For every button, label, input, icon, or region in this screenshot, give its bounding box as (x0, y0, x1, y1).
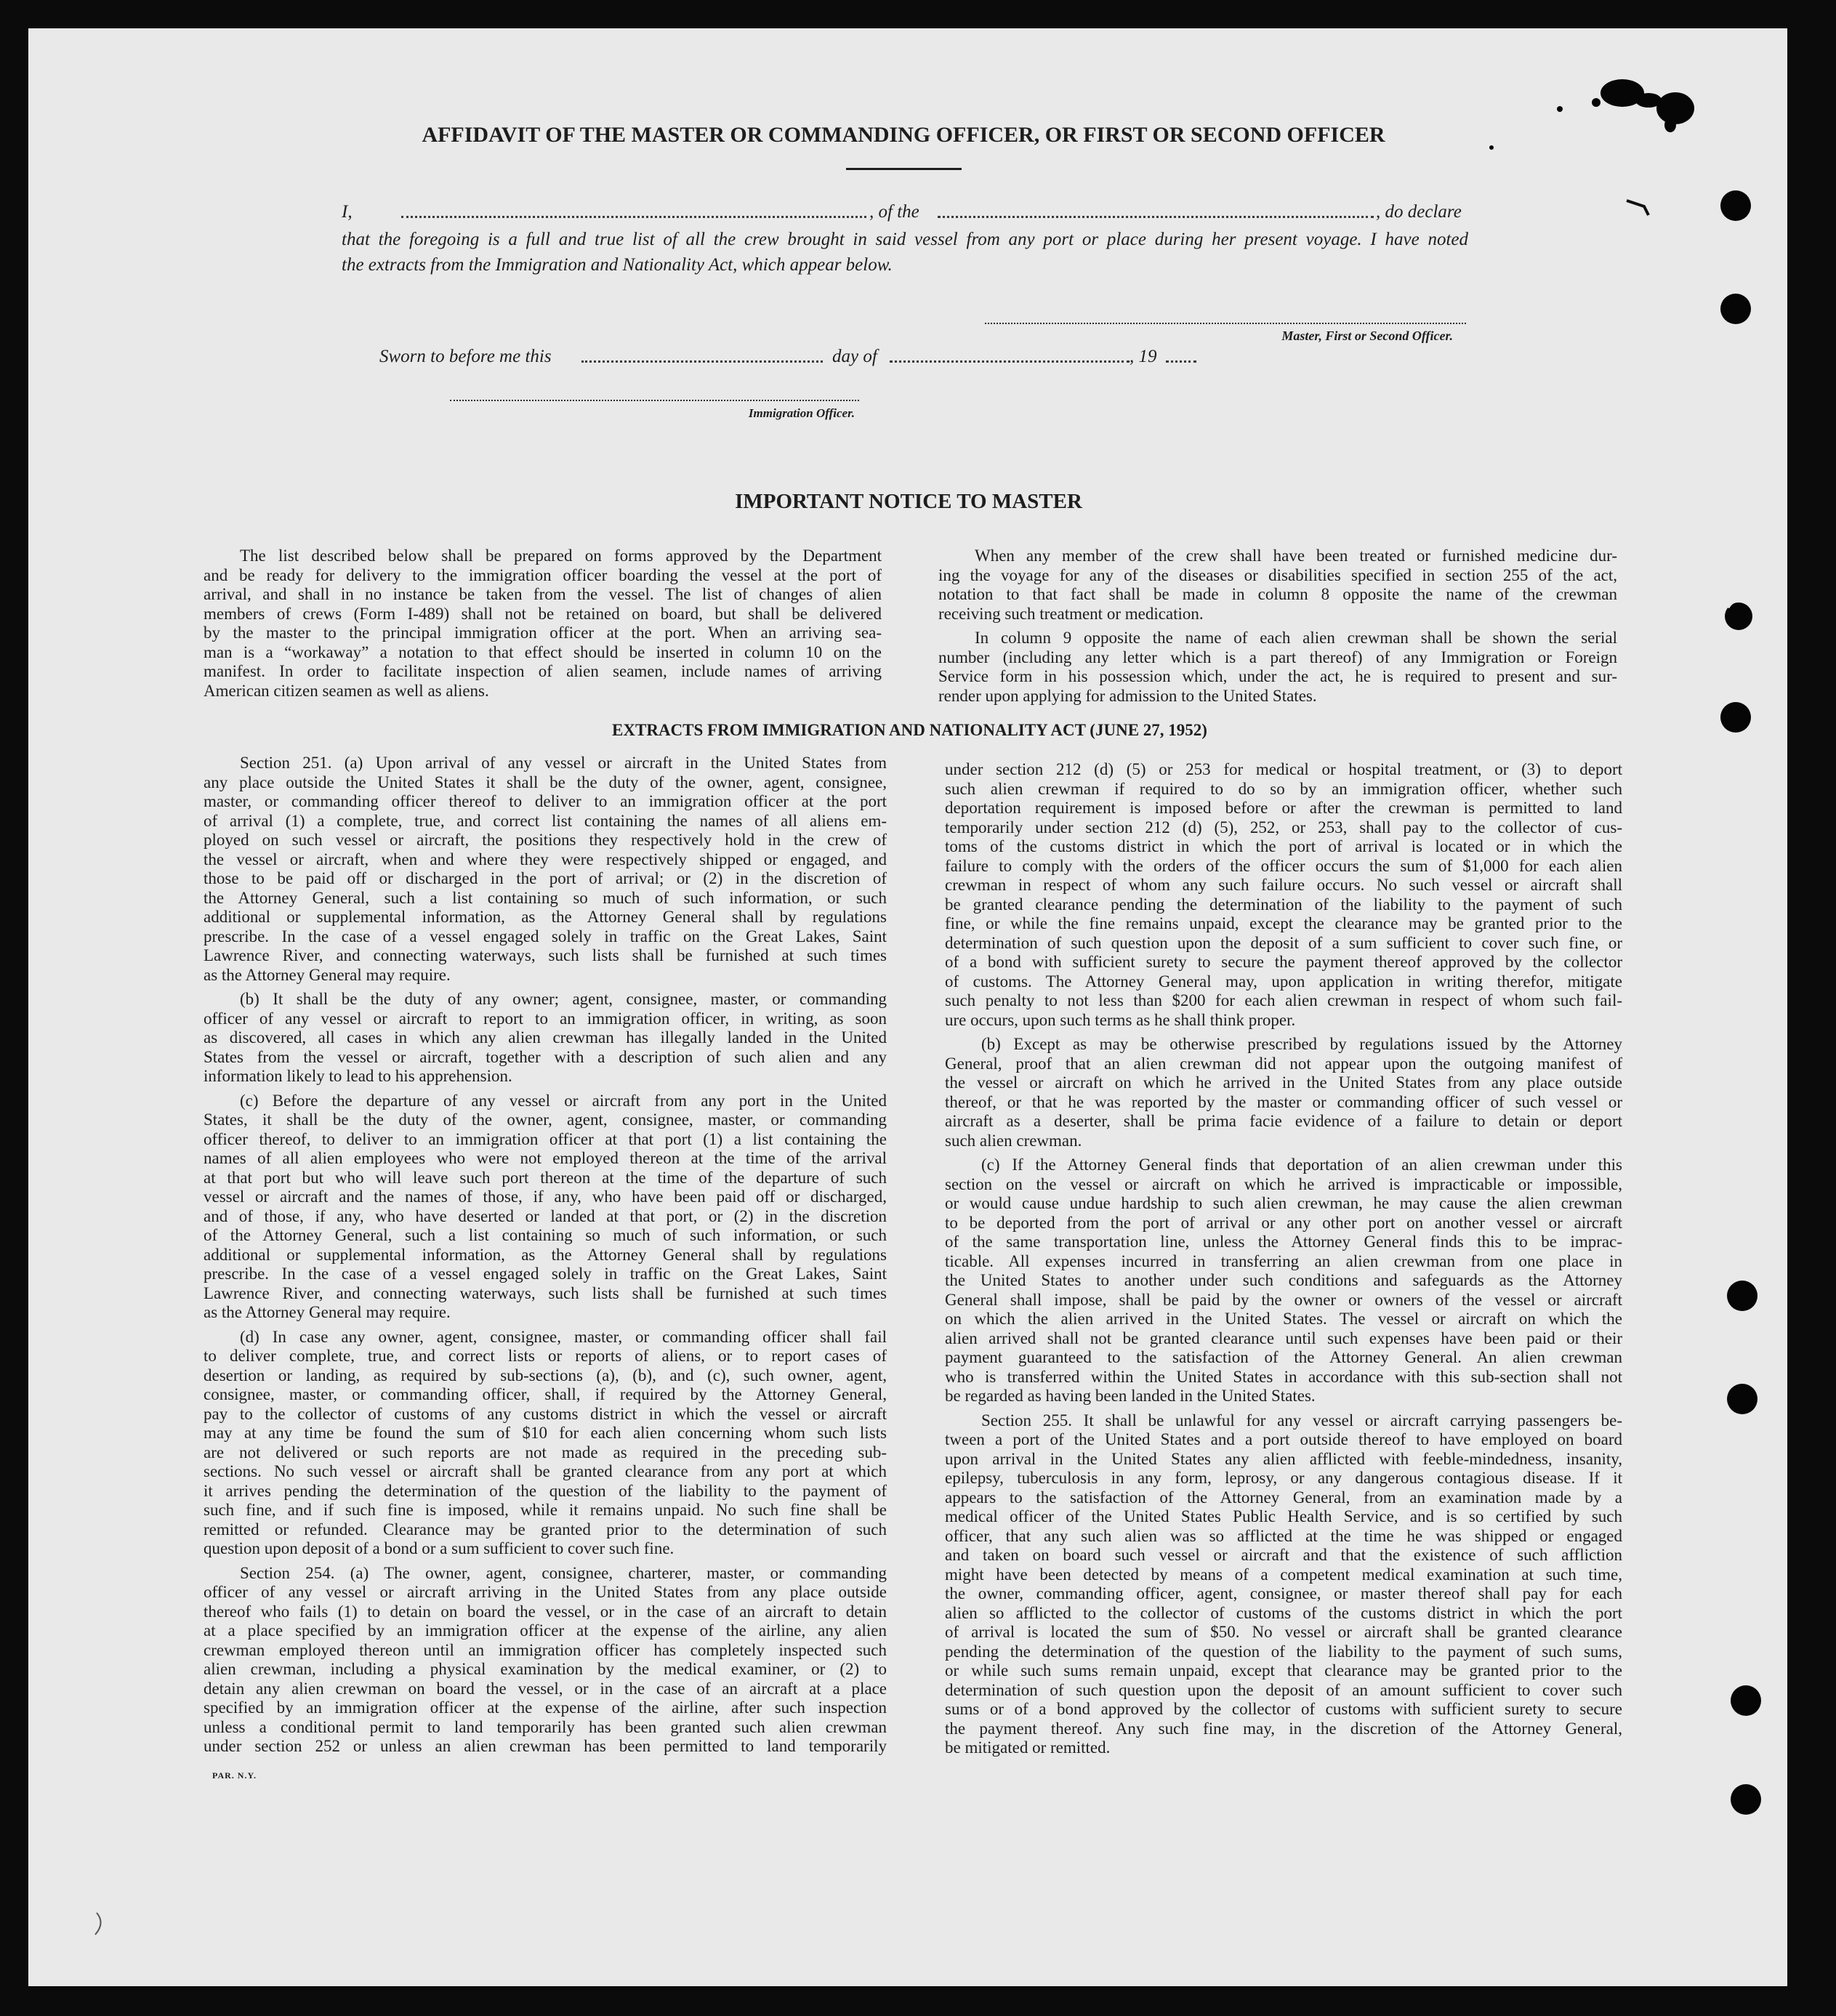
text-line: the vessel or aircraft on which he arrived in the United States from any place outside (945, 1073, 1622, 1092)
punch-hole (1720, 190, 1751, 221)
text-line: question upon deposit of a bond or a sum sufficient to cover such fine. (204, 1539, 675, 1557)
text-line: appears to the satisfaction of the Attorney General, from an examination made by a (945, 1488, 1622, 1507)
text-line: be mitigated or remitted. (945, 1738, 1111, 1757)
text-line: Section 255. It shall be unlawful for any vessel or aircraft carrying passengers be- (981, 1411, 1622, 1430)
text-line: determination of such question upon the deposit of an amount sufficient to cover such (945, 1680, 1622, 1699)
text-line: determination of such question upon the deposit of a sum sufficient to cover such fine, or (945, 933, 1622, 952)
text-line: Section 254. (a) The owner, agent, consignee, charterer, master, or commanding (240, 1563, 887, 1582)
text-line: crewman in respect of whom any such failure occurs. No such vessel or aircraft shall (945, 876, 1622, 894)
text-line: prescribe. In the case of a vessel engaged solely in traffic on the Great Lakes, Saint (204, 1265, 887, 1283)
text-line: remitted or refunded. Clearance may be granted prior to the determination of such (204, 1520, 887, 1539)
do-declare-label: , do declare (1376, 202, 1462, 222)
text-line: aircraft as a deserter, shall be prima facie evidence of a failure to detain or deport (945, 1112, 1622, 1130)
text-line: such penalty to not less than $200 for each alien crewman in respect of whom such fail- (945, 991, 1622, 1009)
text-line: who is transferred within the United States in accordance with this sub-section shall not (945, 1367, 1622, 1386)
ink-speck (1557, 106, 1563, 112)
text-line: be granted clearance pending the determination of the liability to the payment of such (945, 895, 1622, 914)
punch-hole (1720, 702, 1751, 733)
text-line: Service form in his possession which, under the act, he is required to present and sur- (938, 667, 1617, 685)
text-line: pay to the collector of customs of any customs district in which the vessel or aircraft (204, 1404, 887, 1423)
text-line: (d) In case any owner, agent, consignee, master, or commanding officer shall fail (240, 1327, 887, 1346)
text-line: section on the vessel or aircraft on which he arrived is impracticable or impossible, (945, 1174, 1622, 1193)
text-line: master, or commanding officer thereof to deliver to an immigration officer at the port (204, 792, 887, 810)
text-line: epilepsy, tuberculosis in any form, leprosy, or any dangerous contagious disease. If it (945, 1469, 1622, 1487)
text-line: specified by an immigration officer at the expense of the airline, after such inspection (204, 1698, 887, 1717)
text-line: to deliver complete, true, and correct lists or reports of aliens, or to report cases of (204, 1347, 887, 1365)
text-line: deportation requirement is imposed before or after the crewman is permitted to land (945, 799, 1622, 817)
text-line: officer of any vessel or aircraft arriving in the United States from any place outside (204, 1583, 887, 1601)
text-line: alien arrived shall not be granted clearance until such expenses have been paid or their (945, 1328, 1622, 1347)
text-line: of arrival is located the sum of $50. No vessel or aircraft shall be granted clearance (945, 1623, 1622, 1641)
text-line: prescribe. In the case of a vessel engaged solely in traffic on the Great Lakes, Saint (204, 927, 887, 945)
text-line: Lawrence River, and connecting waterways, such lists shall be furnished at such times (204, 1283, 887, 1302)
text-line: by the master to the principal immigration officer at the port. When an arriving sea- (204, 624, 882, 642)
text-line: sections. No such vessel or aircraft shall be granted clearance from any port at which (204, 1462, 887, 1480)
text-line: manifest. In order to facilitate inspection of alien seamen, include names of arriving (204, 662, 882, 680)
text-line: alien crewman, including a physical examination by the medical examiner, or (2) to (204, 1660, 887, 1678)
text-line: the Attorney General, such a list containing so much of such information, or such (204, 888, 887, 907)
text-line: In column 9 opposite the name of each alien crewman shall be shown the serial (975, 629, 1617, 647)
text-line: General shall impose, shall be paid by the owner or owners of the vessel or aircraft (945, 1290, 1622, 1309)
declarant-label: I, (342, 202, 353, 222)
extracts-heading: EXTRACTS FROM IMMIGRATION AND NATIONALITY ACT (JUNE 27, 1952) (612, 721, 1207, 739)
text-line: man is a “workaway” a notation to that effect should be inserted in column 10 on the (204, 642, 882, 661)
punch-hole (1720, 294, 1751, 324)
text-line: notation to that fact shall be made in column 8 opposite the name of the crewman (938, 585, 1617, 603)
ink-blot (1664, 118, 1676, 132)
punch-hole (1727, 1384, 1758, 1414)
text-line: ployed on such vessel or aircraft, the positions they respectively hold in the crew of (204, 831, 887, 849)
text-line: desertion or landing, as required by sub-sections (a), (b), and (c), such owner, agent, (204, 1366, 887, 1384)
text-line: or while such sums remain unpaid, except that clearance may be granted prior to the (945, 1661, 1622, 1680)
text-line: those to be paid off or discharged in the port of arrival; or (2) in the discretion of (204, 869, 887, 887)
text-line: officer, that any such alien was so afflicted at the time he was shipped or engaged (945, 1526, 1622, 1545)
text-line: under section 212 (d) (5) or 253 for medical or hospital treatment, or (3) to deport (945, 760, 1622, 778)
text-line: General, proof that an alien crewman did not appear upon the outgoing manifest of (945, 1054, 1622, 1073)
text-line: of the Attorney General, such a list containing so much of such information, or such (204, 1226, 887, 1244)
text-line: as discovered, all cases in which any alien crewman has illegally landed in the United (204, 1028, 887, 1047)
text-line: vessel or aircraft and the names of those, if any, who have been paid off or discharged, (204, 1188, 887, 1206)
text-line: toms of the customs district in which the port of arrival is located or in which the (945, 837, 1622, 855)
text-line: of arrival (1) a complete, true, and correct list containing the names of all aliens em- (204, 811, 887, 830)
text-line: additional or supplemental information, as the Attorney General shall by regulations (204, 908, 887, 926)
text-line: names of all alien employees who were not employed thereon at the time of the arrival (204, 1149, 887, 1167)
text-line: sums or of a bond approved by the collector of customs with sufficient surety to secure (945, 1700, 1622, 1718)
text-line: be regarded as having been landed in the United States. (945, 1387, 1316, 1405)
text-line: temporarily under section 212 (d) (5), 252, or 253, shall pay to the collector of cus- (945, 818, 1622, 836)
text-line: members of crews (Form I-489) shall not be retained on board, but shall be delivered (204, 604, 882, 623)
text-line: failure to comply with the orders of the officer occurs the sum of $1,000 for each alien (945, 856, 1622, 875)
text-line: might have been detected by means of a competent medical examination at such time, (945, 1565, 1622, 1584)
year-label: , 19 (1130, 347, 1157, 366)
text-line: of a bond with sufficient surety to secure the payment thereof approved by the collector (945, 953, 1622, 971)
text-line: ure occurs, upon such terms as he shall think proper. (945, 1010, 1296, 1029)
text-line: crewman employed thereon until an immigration officer has completely inspected such (204, 1640, 887, 1659)
text-line: render upon applying for admission to the United States. (938, 686, 1317, 705)
text-line: (c) Before the departure of any vessel or aircraft from any port in the United (240, 1091, 887, 1110)
text-line: such fine, and if such fine is imposed, while it remains unpaid. No such fine shall be (204, 1501, 887, 1519)
text-line: American citizen seamen as well as aliens. (204, 681, 489, 700)
text-line: consignee, master, or commanding officer, shall, if required by the Attorney General, (204, 1385, 887, 1403)
printer-mark: PAR. N.Y. (212, 1770, 257, 1781)
text-line: additional or supplemental information, as the Attorney General shall by regulations (204, 1245, 887, 1264)
text-line: at a place specified by an immigration officer at the expense of the airline, any alien (204, 1621, 887, 1640)
text-line: officer of any vessel or aircraft to report to an immigration officer, in writing, as soon (204, 1009, 887, 1028)
text-line: the United States to another under such conditions and safeguards as the Attorney (945, 1271, 1622, 1289)
text-line: ing the voyage for any of the diseases or disabilities specified in section 255 of the act, (938, 565, 1617, 584)
text-line: of the same transportation line, unless the Attorney General finds this to be imprac- (945, 1233, 1622, 1251)
text-line: payment guaranteed to the satisfaction of the Attorney General. An alien crewman (945, 1348, 1622, 1366)
text-line: as the Attorney General may require. (204, 965, 451, 984)
text-line: the payment thereof. Any such fine may, in the discretion of the Attorney General, (945, 1719, 1622, 1738)
ink-blot (1656, 92, 1694, 124)
text-line: (c) If the Attorney General finds that deportation of an alien crewman under this (981, 1156, 1622, 1174)
text-line: information likely to lead to his apprehension. (204, 1067, 512, 1085)
text-line: as the Attorney General may require. (204, 1303, 451, 1321)
punch-hole (1727, 1281, 1758, 1311)
master-signature-caption: Master, First or Second Officer. (1281, 328, 1453, 343)
text-line: of customs. The Attorney General may, upon application in writing therefor, mitigate (945, 972, 1622, 991)
text-line: the vessel or aircraft, when and where they were respectively shipped or engaged, and (204, 850, 887, 868)
punch-hole (1731, 1685, 1761, 1716)
text-line: (b) Except as may be otherwise prescribed by regulations issued by the Attorney (981, 1035, 1622, 1053)
text-line: medical officer of the United States Public Health Service, and is so certified by such (945, 1507, 1622, 1525)
affidavit-title: AFFIDAVIT OF THE MASTER OR COMMANDING OFFICER, OR FIRST OR SECOND OFFICER (422, 123, 1385, 147)
affidavit-statement-line: the extracts from the Immigration and Nationality Act, which appear below. (342, 255, 893, 275)
text-line: the owner, commanding officer, agent, consignee, or master thereof shall pay for each (945, 1584, 1622, 1602)
text-line: and be ready for delivery to the immigration officer boarding the vessel at the port of (204, 565, 882, 584)
text-line: ticable. All expenses incurred in transferring an alien crewman from one place in (945, 1251, 1622, 1270)
text-line: thereof, or that he was reported by the master or commanding officer of such vessel or (945, 1092, 1622, 1111)
text-line: such alien crewman if required to do so by an immigration officer, whether such (945, 779, 1622, 798)
of-the-label: , of the (869, 202, 919, 222)
text-line: under section 252 or unless an alien crewman has been permitted to land temporarily (204, 1737, 887, 1755)
text-line: upon arrival in the United States any alien afflicted with feeble-mindedness, insanity, (945, 1449, 1622, 1468)
text-line: and taken on board such vessel or aircraft and that the existence of such affliction (945, 1546, 1622, 1564)
text-line: detain any alien crewman on board the vessel, or in the case of an aircraft at a place (204, 1679, 887, 1698)
text-line: fine, or while the fine remains unpaid, except the clearance may be granted prior to the (945, 914, 1622, 932)
text-line: unless a conditional permit to land temporarily has been granted such alien crewman (204, 1717, 887, 1736)
text-line: tween a port of the United States and a port outside thereof to have employed on board (945, 1430, 1622, 1448)
pen-mark (1627, 201, 1648, 215)
sworn-label: Sworn to before me this (379, 347, 552, 366)
punch-hole (1731, 1784, 1761, 1815)
text-line: The list described below shall be prepared on forms approved by the Department (240, 547, 882, 565)
text-line: may at any time be found the sum of $10 for each alien concerning whom such lists (204, 1424, 887, 1442)
text-line: thereof who fails (1) to detain on board the vessel, or in the case of an aircraft to detain (204, 1602, 887, 1621)
text-line: Section 251. (a) Upon arrival of any vessel or aircraft in the United States from (240, 754, 887, 772)
text-line: Lawrence River, and connecting waterways, such lists shall be furnished at such times (204, 946, 887, 964)
text-line: (b) It shall be the duty of any owner; agent, consignee, master, or commanding (240, 990, 887, 1008)
affidavit-statement-line: that the foregoing is a full and true list of all the crew brought in said vessel from any port or place during her present voyage. I have noted (342, 230, 1468, 249)
text-line: at that port but who will leave such port thereon at the time of the departure of such (204, 1168, 887, 1187)
text-line: and of those, if any, who have deserted or landed at that port, or (2) in the discretion (204, 1206, 887, 1225)
text-line: receiving such treatment or medication. (938, 604, 1204, 623)
text-line: States from the vessel or aircraft, together with a description of such alien and any (204, 1047, 887, 1066)
notice-heading: IMPORTANT NOTICE TO MASTER (735, 490, 1082, 513)
text-line: States, it shall be the duty of the owner, agent, consignee, master, or commanding (204, 1110, 887, 1129)
text-line: on which the alien arrived in the United States. The vessel or aircraft on which the (945, 1310, 1622, 1328)
text-line: number (including any letter which is a part thereof) of any Immigration or Foreign (938, 648, 1617, 666)
text-line: arrival, and shall in no instance be taken from the vessel. The list of changes of alien (204, 585, 882, 603)
text-line: alien so afflicted to the collector of customs of the customs district in which the port (945, 1603, 1622, 1622)
text-line: to be deported from the port of arrival or any other port on another vessel or aircraft (945, 1213, 1622, 1232)
ink-speck (1592, 98, 1601, 107)
text-line: any place outside the United States it shall be the duty of the owner, agent, consignee, (204, 773, 887, 791)
text-line: such alien crewman. (945, 1131, 1082, 1150)
immigration-officer-caption: Immigration Officer. (748, 406, 855, 420)
text-line: pending the determination of the question of the liability to the payment of such sums, (945, 1642, 1622, 1661)
text-line: it arrives pending the determination of the question of the liability to the payment of (204, 1481, 887, 1500)
ink-speck (1489, 145, 1494, 150)
pen-mark (95, 1913, 101, 1935)
text-line: or would cause undue hardship to such alien crewman, he may cause the alien crewman (945, 1194, 1622, 1212)
text-line: When any member of the crew shall have been treated or furnished medicine dur- (975, 547, 1617, 565)
day-of-label: day of (832, 347, 877, 366)
text-line: officer thereof, to deliver to an immigration officer at that port (1) a list containing the (204, 1129, 887, 1148)
text-line: are not delivered or such reports are not made as required in the preceding sub- (204, 1443, 887, 1461)
